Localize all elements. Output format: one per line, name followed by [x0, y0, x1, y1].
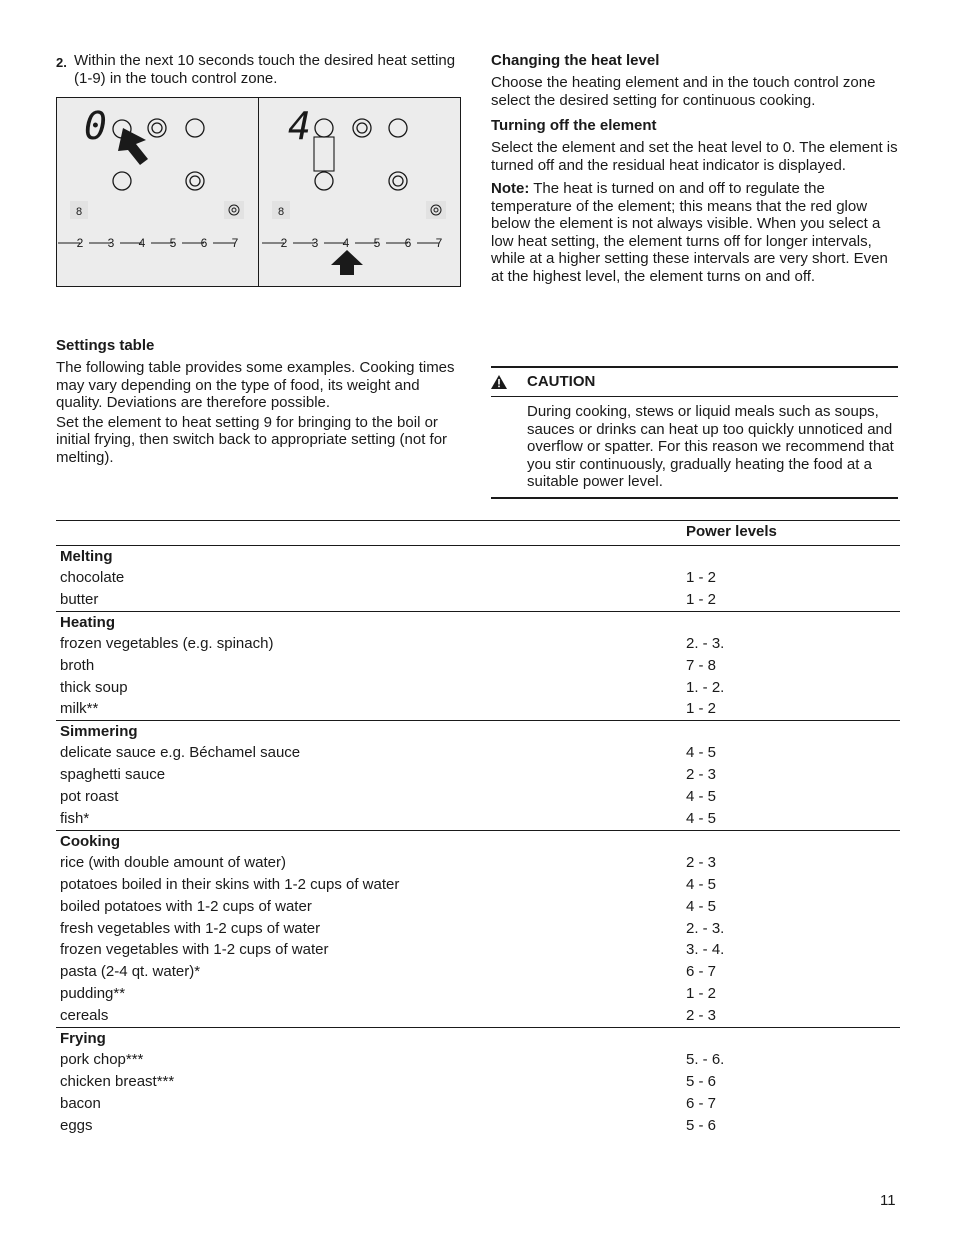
- turnoff-text: Select the element and set the heat level to 0. The element is turned off and the residual heat indicator is displayed.: [491, 139, 898, 174]
- power-levels-header: Power levels: [686, 523, 777, 540]
- changing-text: Choose the heating element and in the touch control zone select the desired setting for continuous cooking.: [491, 74, 876, 109]
- caution-box: [491, 366, 898, 499]
- table-row: [60, 1093, 900, 1115]
- caution-text: During cooking, stews or liquid meals such as soups, sauces or drinks can heat up too quickly unnoticed and overflow or spatter. For this reason we recommend that you stir continuously, gradually heating the food at a suitable power level.: [527, 403, 894, 490]
- level-cell: 7 - 8: [686, 656, 717, 674]
- table-row: [60, 742, 900, 764]
- settings-paragraph: Set the element to heat setting 9 for bringing to the boil or initial frying, then switch back to appropriate setting (not for melting).: [56, 413, 448, 466]
- food-cell: cereals: [60, 1007, 109, 1025]
- keep-warm-icon: [272, 201, 290, 219]
- level-cell: 4 - 5: [686, 875, 717, 893]
- power-levels-table: [56, 520, 900, 1137]
- timer-icon: [224, 201, 244, 219]
- level-cell: 2. - 3.: [686, 919, 725, 937]
- table-row: [60, 918, 900, 940]
- level-cell: 1 - 2: [686, 985, 717, 1003]
- table-row: [60, 874, 900, 896]
- group-title: Frying: [60, 1030, 106, 1048]
- food-cell: eggs: [60, 1116, 93, 1134]
- timer-icon: [426, 201, 446, 219]
- food-cell: frozen vegetables (e.g. spinach): [60, 634, 274, 652]
- table-row: [60, 677, 900, 699]
- slider-level-label: 7: [231, 236, 239, 250]
- level-cell: 2 - 3: [686, 1007, 717, 1025]
- changing-title: Changing the heat level: [491, 52, 660, 69]
- svg-text:8: 8: [75, 206, 83, 218]
- table-row: [60, 633, 900, 655]
- page-number: 11: [880, 1192, 896, 1209]
- food-cell: fish*: [60, 810, 90, 828]
- food-cell: chicken breast***: [60, 1072, 175, 1090]
- table-row: [60, 1049, 900, 1071]
- table-row: [60, 1005, 900, 1027]
- table-group: [56, 612, 900, 722]
- food-cell: fresh vegetables with 1-2 cups of water: [60, 919, 321, 937]
- level-cell: 3. - 4.: [686, 941, 725, 959]
- food-cell: chocolate: [60, 569, 125, 586]
- warning-triangle-icon: [491, 375, 507, 389]
- group-title: Simmering: [60, 723, 138, 741]
- food-cell: boiled potatoes with 1-2 cups of water: [60, 897, 312, 915]
- food-cell: spaghetti sauce: [60, 766, 166, 784]
- table-group: [56, 721, 900, 831]
- group-title: Heating: [60, 613, 116, 631]
- food-cell: frozen vegetables with 1-2 cups of water: [60, 941, 329, 959]
- slider-level-label: 5: [169, 236, 177, 250]
- food-cell: butter: [60, 590, 99, 608]
- caution-title: CAUTION: [527, 373, 596, 391]
- slider-level-label: 2: [280, 236, 288, 250]
- step-number: 2.: [56, 55, 67, 70]
- level-cell: 2 - 3: [686, 853, 717, 871]
- food-cell: pudding**: [60, 985, 126, 1003]
- table-row: [60, 1115, 900, 1137]
- step-text: Within the next 10 seconds touch the desired heat setting (1-9) in the touch control zone.: [74, 52, 456, 87]
- settings-title: Settings table: [56, 337, 155, 354]
- slider-level-label: 3: [107, 236, 115, 250]
- right-display-digit: 4: [288, 104, 311, 148]
- table-group: [56, 831, 900, 1028]
- level-cell: 5 - 6: [686, 1072, 717, 1090]
- turnoff-title: Turning off the element: [491, 117, 657, 134]
- cooktop-diagram: [56, 97, 461, 287]
- table-row: [60, 764, 900, 786]
- level-cell: 2 - 3: [686, 766, 717, 784]
- left-display-digit: 0: [84, 104, 107, 148]
- level-cell: 4 - 5: [686, 744, 717, 762]
- food-cell: rice (with double amount of water): [60, 853, 286, 871]
- table-row: [60, 1071, 900, 1093]
- level-cell: 1 - 2: [686, 590, 717, 608]
- table-row: [60, 786, 900, 808]
- table-header: [56, 520, 900, 546]
- food-cell: milk**: [60, 700, 99, 718]
- level-cell: 4 - 5: [686, 810, 717, 828]
- level-cell: 5 - 6: [686, 1116, 717, 1134]
- settings-paragraph: The following table provides some examples. Cooking times may vary depending on the type of food, its weight and quality. Deviations are therefore possible.: [56, 359, 455, 411]
- food-cell: delicate sauce e.g. Béchamel sauce: [60, 744, 301, 762]
- table-row: [60, 589, 900, 611]
- note-label: Note:: [491, 180, 530, 197]
- step-2: [56, 52, 456, 87]
- slider-level-label: 7: [435, 236, 443, 250]
- level-cell: 1 - 2: [686, 700, 717, 718]
- slider-level-label: 6: [200, 236, 208, 250]
- slider-level-label: 6: [404, 236, 412, 250]
- table-row: [60, 939, 900, 961]
- level-cell: 4 - 5: [686, 897, 717, 915]
- slider-level-label: 4: [342, 236, 350, 250]
- group-title: Cooking: [60, 832, 120, 850]
- note-text: The heat is turned on and off to regulate the temperature of the element; this means that the red glow below the element is not always visible. When you select a low heat setting, the element turns off for longer intervals, while at a higher setting these intervals are very short. Even at the highest level, the element turns on and off.: [491, 180, 888, 285]
- settings-table-section: [56, 337, 461, 468]
- table-row: [60, 808, 900, 830]
- slider-level-label: 3: [311, 236, 319, 250]
- level-cell: 6 - 7: [686, 1094, 717, 1112]
- right-column: [491, 52, 899, 289]
- table-body: [56, 546, 900, 1137]
- touch-control-panel-illustration: [56, 97, 461, 287]
- note-paragraph: [491, 180, 899, 285]
- table-row: [60, 655, 900, 677]
- food-cell: pork chop***: [60, 1051, 144, 1069]
- svg-text:8: 8: [277, 206, 285, 218]
- keep-warm-icon: [70, 201, 88, 219]
- table-row: [60, 961, 900, 983]
- food-cell: bacon: [60, 1094, 101, 1112]
- group-title: Melting: [60, 548, 113, 565]
- slider-level-label: 4: [138, 236, 146, 250]
- level-cell: 1. - 2.: [686, 678, 725, 696]
- table-row: [60, 698, 900, 720]
- level-cell: 5. - 6.: [686, 1051, 725, 1069]
- table-row: [60, 852, 900, 874]
- level-cell: 2. - 3.: [686, 634, 725, 652]
- level-cell: 4 - 5: [686, 788, 717, 806]
- level-cell: 1 - 2: [686, 569, 717, 586]
- slider-level-label: 2: [76, 236, 84, 250]
- food-cell: broth: [60, 656, 95, 674]
- table-group: [56, 1028, 900, 1137]
- food-cell: pot roast: [60, 788, 119, 806]
- table-row: [60, 567, 900, 589]
- table-row: [60, 896, 900, 918]
- level-cell: 6 - 7: [686, 963, 717, 981]
- food-cell: potatoes boiled in their skins with 1-2 cups of water: [60, 875, 400, 893]
- slider-level-label: 5: [373, 236, 381, 250]
- food-cell: pasta (2-4 qt. water)*: [60, 963, 201, 981]
- food-cell: thick soup: [60, 678, 128, 696]
- table-group: [56, 546, 900, 612]
- table-row: [60, 983, 900, 1005]
